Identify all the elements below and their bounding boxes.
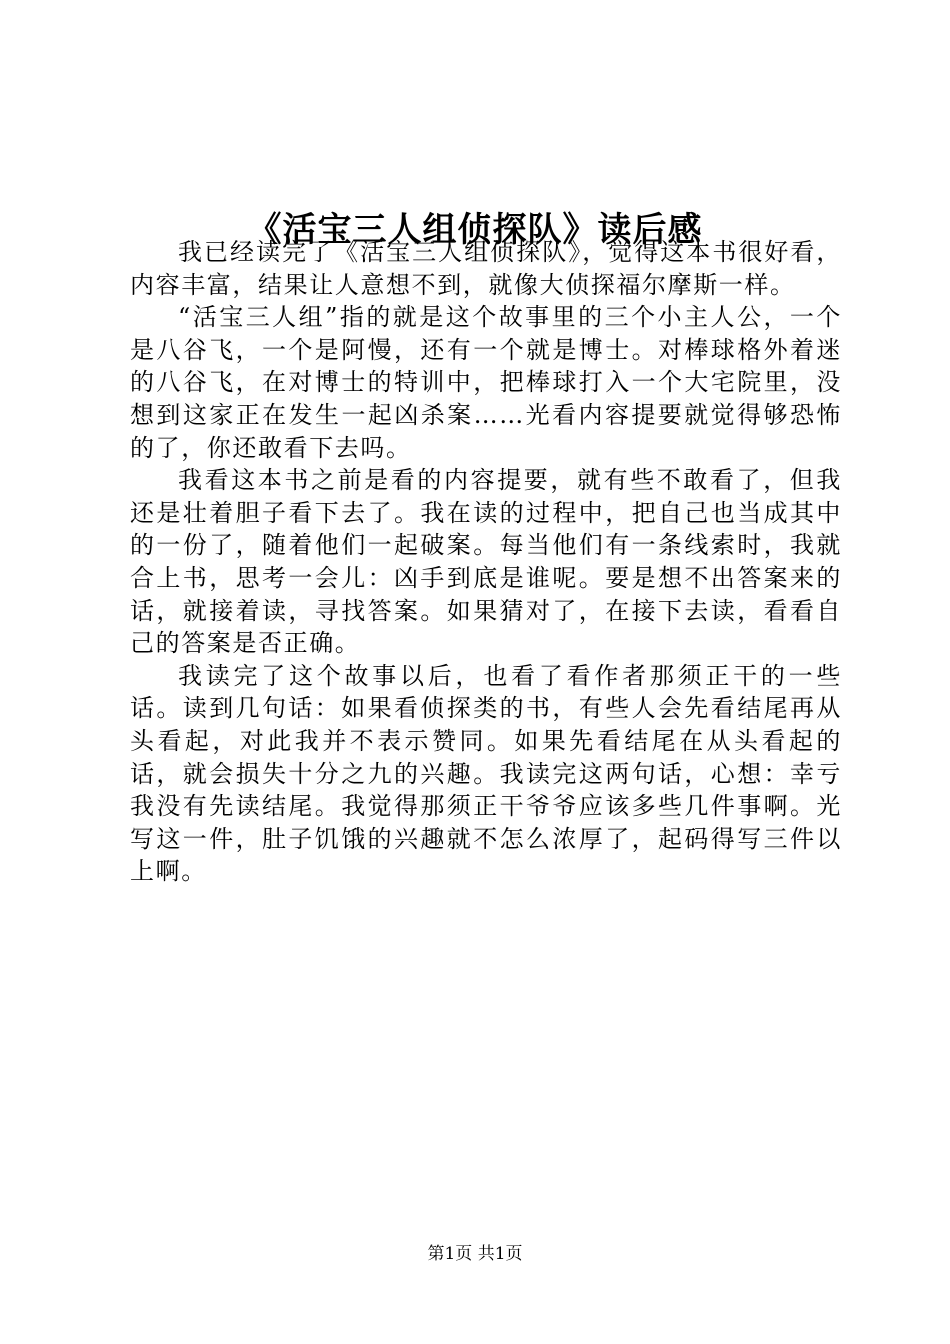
page-footer: 第1页 共1页: [427, 1244, 523, 1264]
paragraph-4: 我读完了这个故事以后，也看了看作者那须正干的一些话。读到几句话：如果看侦探类的书，有些人会先看结尾再从头看起，对此我并不表示赞同。如果先看结尾在从头看起的话，就会损失十分之九的兴趣。我读完这两句话，心想：幸亏我没有先读结尾。我觉得那须正干爷爷应该多些几件事啊。光写这一件，肚子饥饿的兴趣就不怎么浓厚了，起码得写三件以上啊。: [130, 661, 842, 886]
paragraph-3: 我看这本书之前是看的内容提要，就有些不敢看了，但我还是壮着胆子看下去了。我在读的过程中，把自己也当成其中的一份了，随着他们一起破案。每当他们有一条线索时，我就合上书，思考一会儿：凶手到底是谁呢。要是想不出答案来的话，就接着读，寻找答案。如果猜对了，在接下去读，看看自己的答案是否正确。: [130, 466, 842, 658]
paragraph-2: “活宝三人组”指的就是这个故事里的三个小主人公，一个是八谷飞，一个是阿慢，还有一个就是博士。对棒球格外着迷的八谷飞，在对博士的特训中，把棒球打入一个大宅院里，没想到这家正在发生一起凶杀案……光看内容提要就觉得够恐怖的了，你还敢看下去吗。: [130, 303, 842, 462]
document-title: 《活宝三人组侦探队》读后感: [247, 209, 703, 250]
paragraph-1: 我已经读完了《活宝三人组侦探队》，觉得这本书很好看，内容丰富，结果让人意想不到，就像大侦探福尔摩斯一样。: [130, 238, 842, 299]
document-body: [130, 236, 842, 888]
